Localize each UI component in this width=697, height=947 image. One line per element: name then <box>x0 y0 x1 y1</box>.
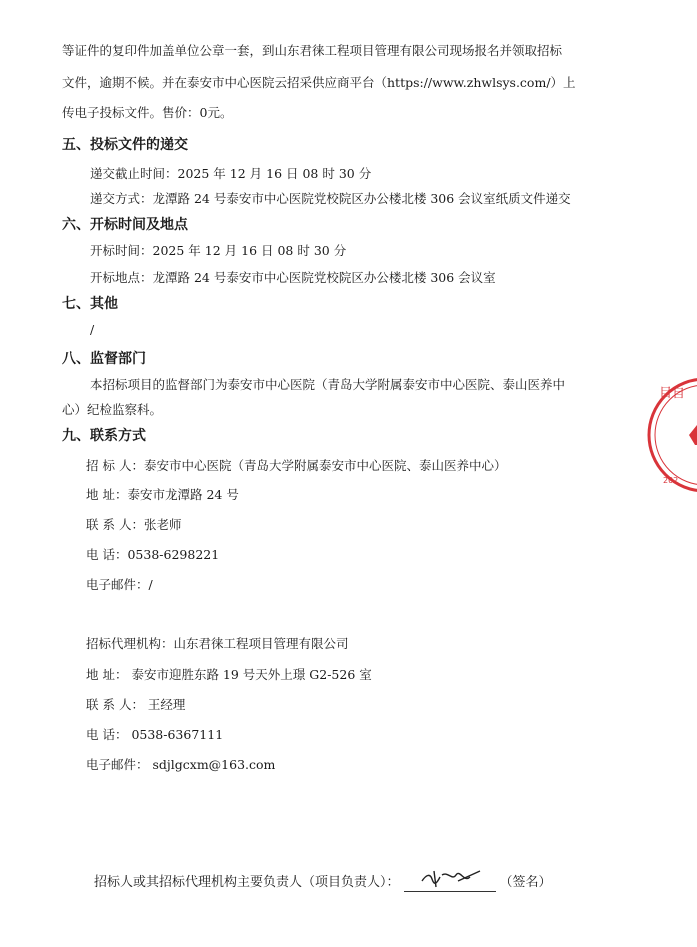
signature-label: 招标人或其招标代理机构主要负责人（项目负责人）： <box>94 875 400 890</box>
section-9-title: 九、联系方式 <box>62 428 146 444</box>
tenderer-address: 地 址：泰安市龙潭路 24 号 <box>86 487 239 502</box>
section-8-title: 八、监督部门 <box>62 351 146 367</box>
opening-place: 开标地点：龙潭路 24 号泰安市中心医院党校院区办公楼北楼 306 会议室 <box>90 270 496 285</box>
section-7-title: 七、其他 <box>62 296 118 312</box>
agency-address: 地 址： 泰安市迎胜东路 19 号天外上璟 G2-526 室 <box>86 667 372 682</box>
agency-phone: 电 话： 0538-6367111 <box>86 727 224 742</box>
agency-email: 电子邮件： sdjlgcxm@163.com <box>86 757 276 772</box>
signature-line <box>404 875 496 892</box>
section-6-title: 六、开标时间及地点 <box>62 217 188 233</box>
intro-line-3: 传电子投标文件。售价：0元。 <box>62 105 233 120</box>
intro-line-2: 文件，逾期不候。并在泰安市中心医院云招采供应商平台（https://www.zhwlsys.com/）上 <box>62 75 576 90</box>
tenderer-name: 招 标 人：泰安市中心医院（青岛大学附属泰安市中心医院、泰山医养中心） <box>86 458 507 473</box>
handwritten-signature <box>418 867 488 891</box>
opening-time: 开标时间：2025 年 12 月 16 日 08 时 30 分 <box>90 243 347 258</box>
tenderer-phone: 电 话：0538-6298221 <box>86 547 220 562</box>
supervision-line-2: 心）纪检监察科。 <box>62 402 163 417</box>
submission-method: 递交方式：龙潭路 24 号泰安市中心医院党校院区办公楼北楼 306 会议室纸质文件递交 <box>90 191 571 206</box>
signature-suffix: （签名） <box>499 875 552 890</box>
tenderer-contact: 联 系 人：张老师 <box>86 517 182 532</box>
stamp-year: 202 <box>663 476 679 485</box>
intro-line-1: 等证件的复印件加盖单位公章一套，到山东君徕工程项目管理有限公司现场报名并领取招标 <box>62 43 563 58</box>
agency-contact: 联 系 人： 王经理 <box>86 697 186 712</box>
signature-row <box>94 874 552 892</box>
stamp-text: 目自 <box>659 386 686 401</box>
submission-deadline: 递交截止时间：2025 年 12 月 16 日 08 时 30 分 <box>90 166 372 181</box>
agency-name: 招标代理机构：山东君徕工程项目管理有限公司 <box>86 636 349 651</box>
supervision-line-1: 本招标项目的监督部门为泰安市中心医院（青岛大学附属泰安市中心医院、泰山医养中 <box>90 377 566 392</box>
section-5-title: 五、投标文件的递交 <box>62 137 188 153</box>
other-content: / <box>90 322 95 337</box>
official-seal-icon <box>643 355 697 515</box>
tenderer-email: 电子邮件：/ <box>86 577 153 592</box>
